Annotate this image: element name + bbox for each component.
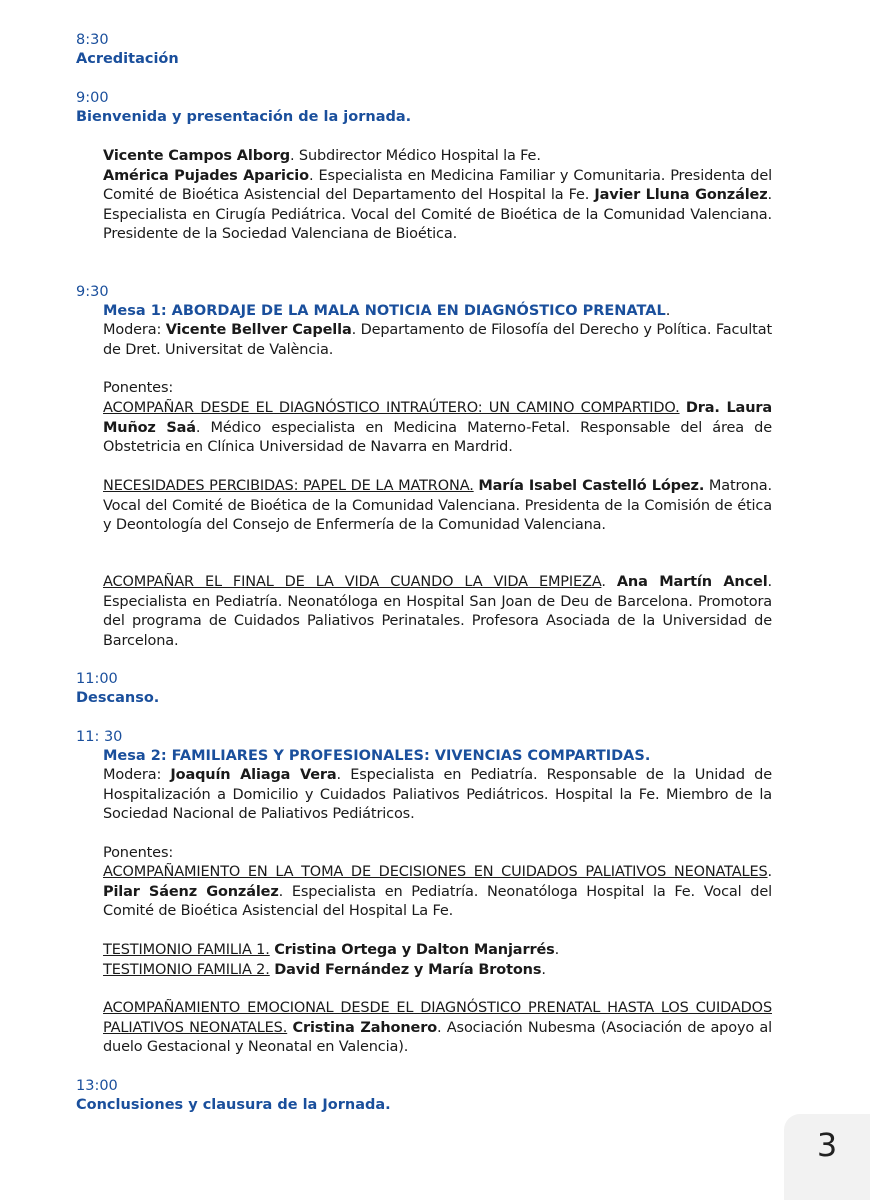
session-title: Conclusiones y clausura de la Jornada.: [76, 1097, 391, 1113]
session-time: 9:30: [76, 284, 109, 300]
mesa-1-talk-2: [103, 477, 772, 536]
testimony-family: David Fernández y María Brotons: [274, 961, 542, 978]
mesa-1-talk-3: [103, 573, 772, 651]
session-title: Bienvenida y presentación de la jornada.: [76, 109, 412, 125]
testimony-title: TESTIMONIO FAMILIA 1.: [103, 942, 270, 958]
welcome-speakers: [103, 147, 772, 245]
mesa-1-title: [103, 302, 773, 321]
talk-speaker: Ana Martín Ancel: [616, 574, 768, 590]
page-number: 3: [816, 1126, 838, 1164]
session-title: Descanso.: [76, 690, 160, 706]
speaker-role: . Especialista en Cirugía Pediátrica. Vocal del Comité de Bioética de la Comunidad Valenciana. Presidente de la Sociedad Valenciana de Bioética.: [103, 187, 772, 242]
mesa-2-talk-2: [103, 999, 772, 1058]
moderator-name: Joaquín Aliaga Vera: [170, 767, 337, 783]
testimony-family: Cristina Ortega y Dalton Manjarrés: [274, 942, 555, 958]
talk-speaker: Pilar Sáenz González: [103, 883, 279, 900]
speaker-role: . Subdirector Médico Hospital la Fe.: [289, 148, 541, 164]
talk-description: . Médico especialista en Medicina Materno-Fetal. Responsable del área de Obstetricia en Clínica Universidad de Navarra en Mardrid.: [103, 419, 772, 455]
talk-title: ACOMPAÑAMIENTO EN LA TOMA DE DECISIONES EN CUIDADOS PALIATIVOS NEONATALES: [103, 864, 768, 880]
moderator-name: Vicente Bellver Capella: [165, 322, 352, 338]
testimony-end: .: [554, 942, 560, 958]
speaker-name: Vicente Campos Alborg: [103, 148, 290, 164]
session-time: 11: 30: [76, 729, 123, 745]
talk-description: . Especialista en Pediatría. Neonatóloga Hospital la Fe. Vocal del Comité de Bioética Asistencial del Hospital La Fe.: [103, 883, 772, 919]
moderator-role: . Especialista en Pediatría. Responsable de la Unidad de Hospitalización a Domicilio y Cuidados Paliativos Pediátricos. Hospital la Fe. Miembro de la Sociedad Nacional de Paliativos Pediátricos.: [103, 767, 772, 822]
mesa-2-title: Mesa 2: FAMILIARES Y PROFESIONALES: VIVENCIAS COMPARTIDAS.: [103, 748, 651, 764]
speaker-name: América Pujades Aparicio: [103, 167, 309, 184]
mesa-2-speakers-label: Ponentes:: [103, 845, 174, 861]
testimony-end: .: [541, 961, 546, 978]
mesa-1-title-end: .: [665, 303, 671, 319]
mesa-2-talk-1: [103, 863, 772, 922]
talk-description: . Asociación Nubesma (Asociación de apoyo al duelo Gestacional y Neonatal en Valencia).: [103, 1019, 772, 1055]
talk-speaker: María Isabel Castelló López.: [478, 478, 705, 494]
talk-title: ACOMPAÑAMIENTO EMOCIONAL DESDE EL DIAGNÓSTICO PRENATAL HASTA LOS CUIDADOS PALIATIVOS NEONATALES.: [103, 1000, 772, 1036]
moderator-label: Modera:: [103, 322, 166, 338]
mesa-1-talk-1: [103, 399, 772, 458]
talk-title: ACOMPAÑAR DESDE EL DIAGNÓSTICO INTRAÚTERO: UN CAMINO COMPARTIDO.: [103, 400, 680, 416]
session-title: Acreditación: [76, 51, 179, 67]
speaker-name: Javier Lluna González: [594, 187, 768, 203]
page-number-badge: [784, 1114, 870, 1200]
talk-description: . Especialista en Pediatría. Neonatóloga en Hospital San Joan de Deu de Barcelona. Promotora del programa de Cuidados Paliativos Perinatales. Profesora Asociada de la Universidad de Barcelona.: [103, 574, 773, 649]
speaker-role: . Especialista en Medicina Familiar y Comunitaria. Presidenta del Comité de Bioética Asistencial del Departamento del Hospital la Fe.: [103, 167, 772, 203]
session-time: 9:00: [76, 90, 109, 106]
talk-speaker: Cristina Zahonero: [292, 1019, 438, 1036]
talk-description: Matrona. Vocal del Comité de Bioética de la Comunidad Valenciana. Presidenta de la Comisión de ética y Deontología del Consejo de Enfermería de la Comunidad Valenciana.: [103, 478, 772, 533]
session-time: 13:00: [76, 1078, 118, 1094]
session-time: 11:00: [76, 671, 118, 687]
moderator-role: . Departamento de Filosofía del Derecho y Política. Facultat de Dret. Universitat de València.: [103, 322, 772, 358]
mesa-2-testimonies: [103, 941, 772, 980]
title-dot: .: [601, 574, 617, 590]
talk-title: ACOMPAÑAR EL FINAL DE LA VIDA CUANDO LA VIDA EMPIEZA: [103, 574, 602, 590]
session-time: 8:30: [76, 32, 109, 48]
mesa-1-moderator: [103, 321, 772, 360]
talk-speaker: Dra. Laura Muñoz Saá: [103, 400, 772, 436]
talk-title: NECESIDADES PERCIBIDAS: PAPEL DE LA MATRONA.: [103, 478, 474, 494]
testimony-title: TESTIMONIO FAMILIA 2.: [103, 961, 270, 978]
mesa-1-speakers-label: Ponentes:: [103, 380, 174, 396]
mesa-1-title-text: Mesa 1: ABORDAJE DE LA MALA NOTICIA EN DIAGNÓSTICO PRENATAL: [103, 303, 666, 319]
moderator-label: Modera:: [103, 767, 171, 783]
title-dot: .: [767, 864, 772, 880]
mesa-2-moderator: [103, 766, 772, 825]
